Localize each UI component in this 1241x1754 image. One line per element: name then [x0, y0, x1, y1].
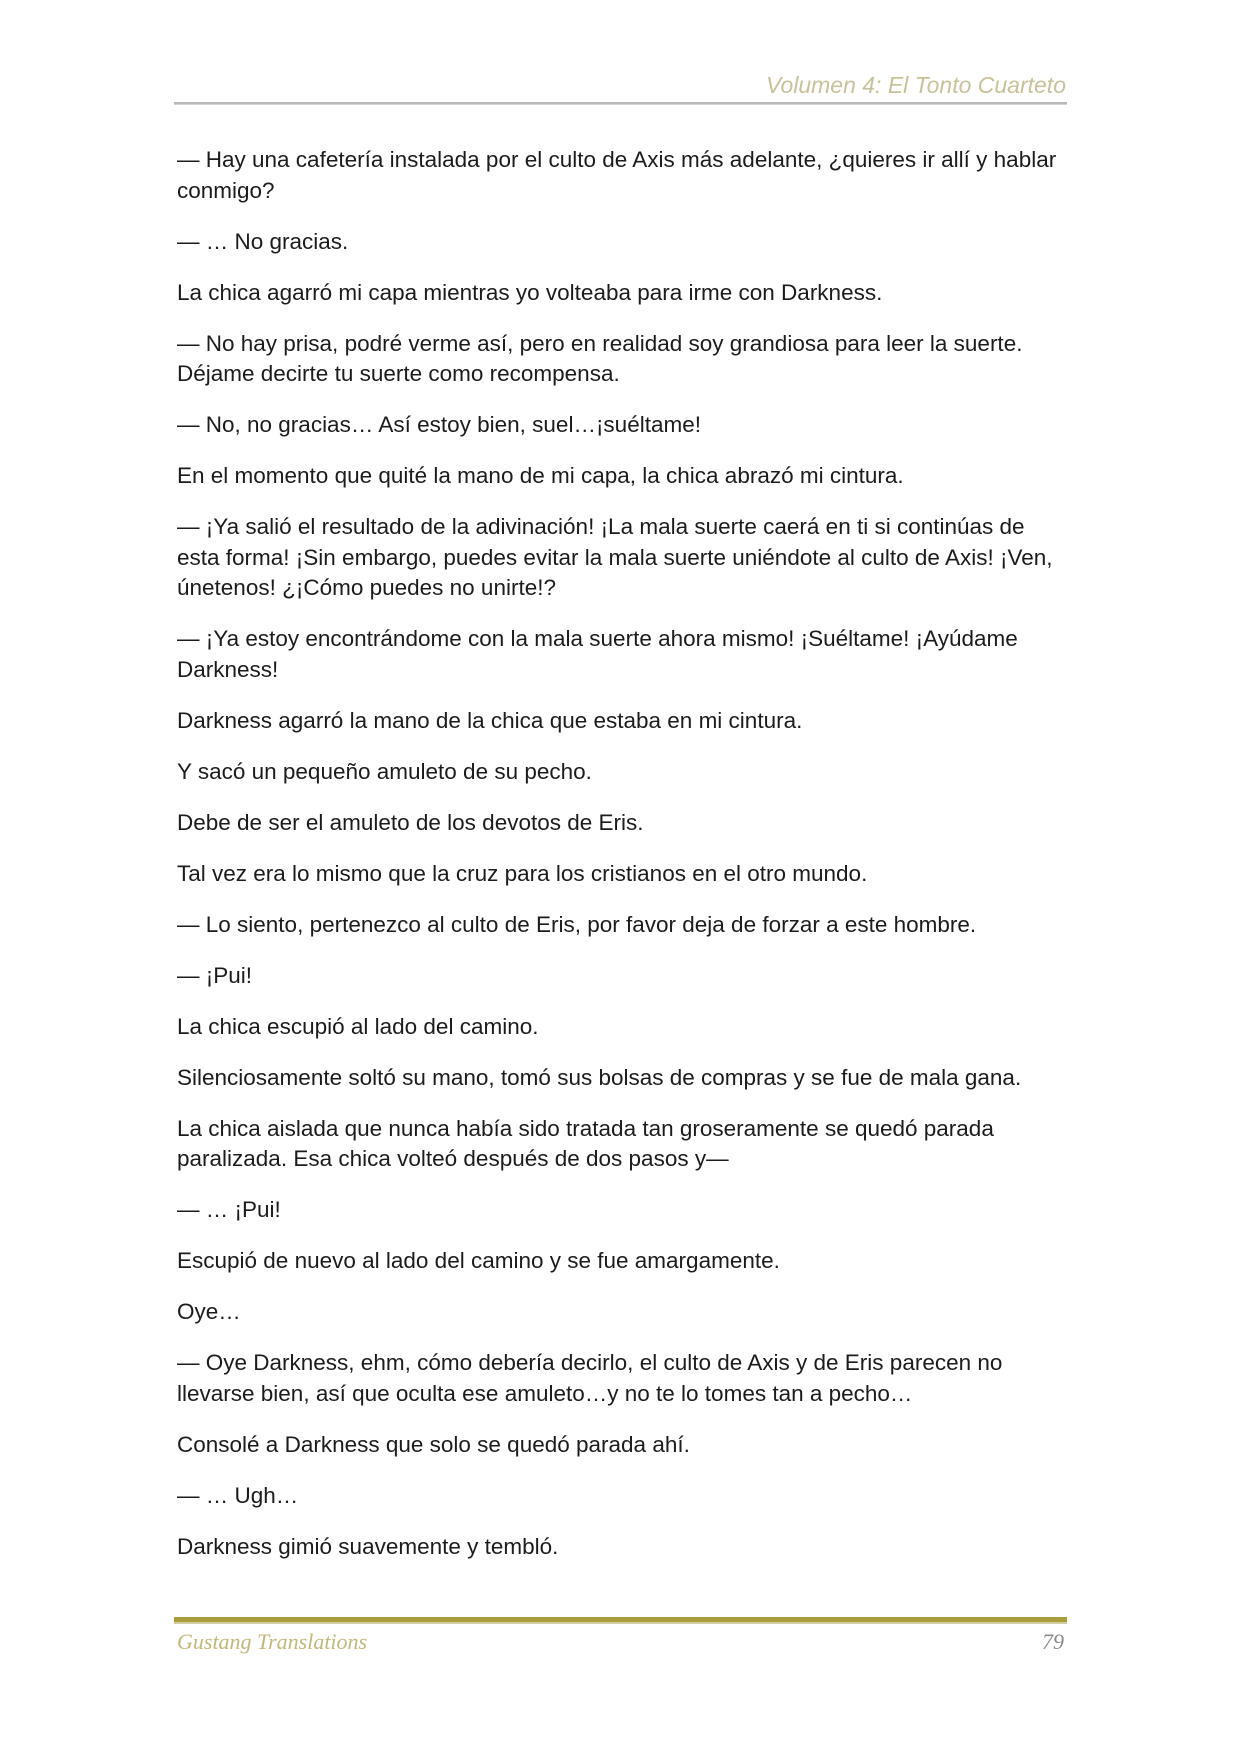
paragraph: Silenciosamente soltó su mano, tomó sus bolsas de compras y se fue de mala gana.: [177, 1064, 1022, 1090]
footer-divider: [174, 1617, 1067, 1624]
paragraph: En el momento que quité la mano de mi capa, la chica abrazó mi cintura.: [177, 463, 904, 488]
paragraph: — ¡Ya estoy encontrándome con la mala suerte ahora mismo! ¡Suéltame! ¡Ayúdame Darkness!: [177, 626, 1018, 682]
paragraph: Escupió de nuevo al lado del camino y se fue amargamente.: [177, 1248, 780, 1273]
paragraph: La chica escupió al lado del camino.: [177, 1013, 539, 1039]
paragraph: Debe de ser el amuleto de los devotos de Eris.: [177, 809, 644, 835]
paragraph: — No, no gracias… Así estoy bien, suel…¡suéltame!: [177, 412, 701, 437]
paragraph: Consolé a Darkness que solo se quedó parada ahí.: [177, 1431, 690, 1457]
paragraph: — Lo siento, pertenezco al culto de Eris, por favor deja de forzar a este hombre.: [177, 911, 977, 937]
paragraph: — … No gracias.: [177, 228, 349, 254]
paragraph: Oye…: [177, 1299, 241, 1324]
paragraph: Y sacó un pequeño amuleto de su pecho.: [177, 758, 592, 784]
paragraph: — ¡Pui!: [177, 962, 253, 988]
body-text: [177, 145, 1072, 1583]
page-number: 79: [1042, 1629, 1064, 1654]
paragraph: — Hay una cafetería instalada por el culto de Axis más adelante, ¿quieres ir allí y hablar conmigo?: [177, 147, 1057, 203]
footer-publisher: Gustang Translations: [177, 1629, 368, 1654]
paragraph: — No hay prisa, podré verme así, pero en realidad soy grandiosa para leer la suerte. Déjame decirte tu suerte como recompensa.: [177, 330, 1023, 386]
paragraph: Darkness gimió suavemente y tembló.: [177, 1533, 559, 1559]
paragraph: La chica agarró mi capa mientras yo volteaba para irme con Darkness.: [177, 279, 883, 305]
paragraph: — … Ugh…: [177, 1482, 299, 1508]
paragraph: — ¡Ya salió el resultado de la adivinación! ¡La mala suerte caerá en ti si continúas de esta forma! ¡Sin embargo, puedes evitar la mala suerte uniéndote al culto de Axis! ¡Ven, únetenos! ¿¡Cómo puedes no unirte!?: [177, 514, 1053, 600]
paragraph: Tal vez era lo mismo que la cruz para los cristianos en el otro mundo.: [177, 860, 868, 886]
paragraph: La chica aislada que nunca había sido tratada tan groseramente se quedó parada paralizada. Esa chica volteó después de dos pasos y—: [177, 1115, 994, 1171]
running-header-title: Volumen 4: El Tonto Cuarteto: [765, 72, 1066, 98]
paragraph: Darkness agarró la mano de la chica que estaba en mi cintura.: [177, 707, 803, 733]
paragraph: — Oye Darkness, ehm, cómo debería decirlo, el culto de Axis y de Eris parecen no llevarse bien, así que oculta ese amuleto…y no te lo tomes tan a pecho…: [177, 1350, 1003, 1406]
paragraph: — … ¡Pui!: [177, 1197, 281, 1222]
header-divider: [174, 102, 1067, 105]
